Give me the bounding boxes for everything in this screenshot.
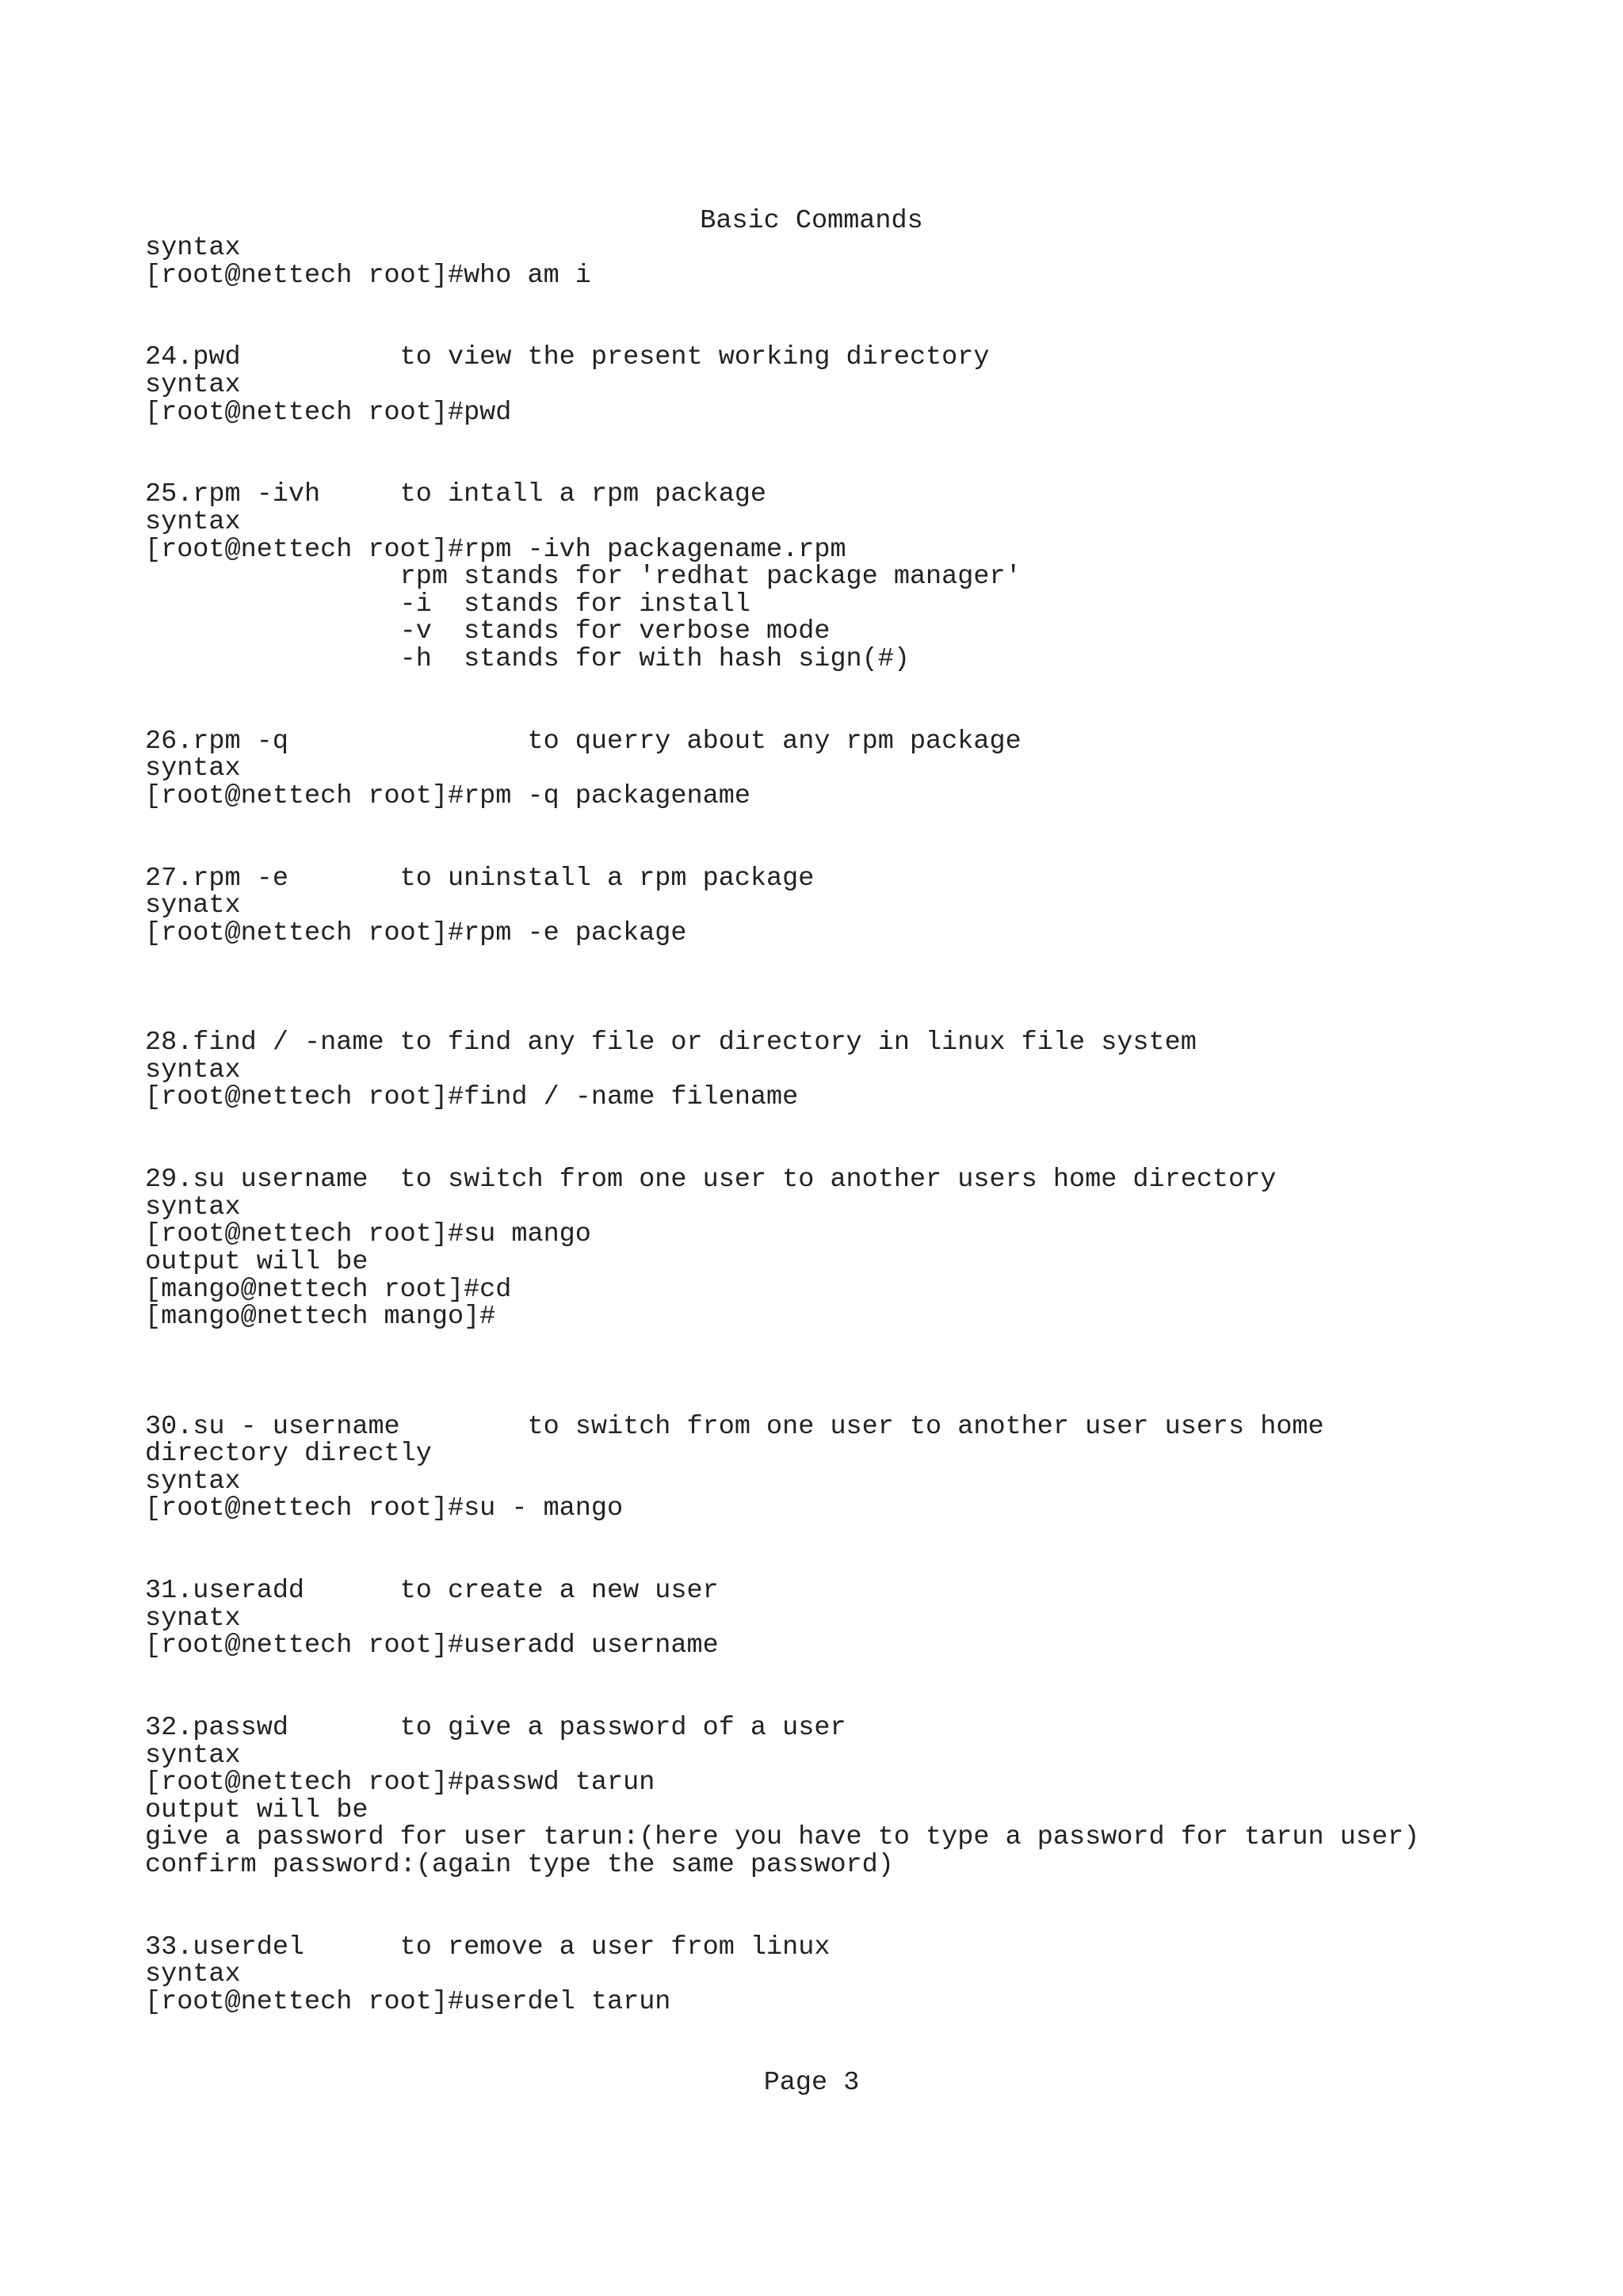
- text-line: [root@nettech root]#useradd username: [145, 1630, 719, 1661]
- text-line: synatx: [145, 891, 241, 921]
- text-line: [145, 1139, 1619, 1167]
- text-line: directory directly: [145, 1439, 432, 1470]
- text-line: [145, 1358, 1619, 1386]
- page-number: Page 3: [763, 2068, 860, 2098]
- text-line: [145, 289, 1619, 317]
- text-line: [145, 1550, 1619, 1578]
- text-line: [145, 837, 1619, 865]
- text-line: [145, 947, 1619, 974]
- text-line: [145, 810, 1619, 837]
- text-line: [root@nettech root]#userdel tarun: [145, 1987, 671, 2017]
- text-line: give a password for user tarun:(here you have to type a password for tarun user): [145, 1822, 1420, 1853]
- text-line: 30.su - username to switch from one user to another user users home: [145, 1411, 1324, 1442]
- text-line: -i stands for install: [145, 589, 750, 620]
- text-line: [145, 974, 1619, 1002]
- text-line: output will be: [145, 1246, 369, 1277]
- text-line: [mango@nettech mango]#: [145, 1302, 496, 1333]
- text-line: [root@nettech root]#su mango: [145, 1219, 591, 1250]
- text-line: syntax: [145, 1959, 241, 1990]
- text-line: 32.passwd to give a password of a user: [145, 1713, 846, 1744]
- text-line: [145, 1386, 1619, 1413]
- text-line: syntax: [145, 753, 241, 784]
- text-line: syntax: [145, 369, 241, 400]
- text-line: -v stands for verbose mode: [145, 616, 831, 647]
- text-line: syntax: [145, 1055, 241, 1085]
- text-line: [145, 426, 1619, 454]
- text-line: [root@nettech root]#rpm -q packagename: [145, 780, 750, 811]
- text-line: syntax: [145, 506, 241, 537]
- document-body: [145, 235, 1619, 2016]
- text-line: [root@nettech root]#find / -name filename: [145, 1082, 799, 1113]
- text-line: 29.su username to switch from one user to another users home directory: [145, 1165, 1277, 1196]
- text-line: syntax: [145, 1740, 241, 1771]
- text-line: [root@nettech root]#rpm -e package: [145, 917, 687, 948]
- text-line: confirm password:(again type the same password): [145, 1850, 894, 1881]
- text-line: syntax: [145, 233, 241, 263]
- text-line: [145, 1879, 1619, 1907]
- text-line: -h stands for with hash sign(#): [145, 643, 910, 674]
- text-line: [root@nettech root]#rpm -ivh packagename.rpm: [145, 534, 846, 565]
- text-line: [mango@nettech root]#cd: [145, 1274, 512, 1305]
- text-line: 26.rpm -q to querry about any rpm package: [145, 726, 1022, 757]
- text-line: [145, 454, 1619, 482]
- text-line: syntax: [145, 1466, 241, 1497]
- text-line: 27.rpm -e to uninstall a rpm package: [145, 863, 815, 894]
- text-line: syntax: [145, 1192, 241, 1222]
- text-line: 31.useradd to create a new user: [145, 1576, 719, 1607]
- text-line: [145, 673, 1619, 701]
- text-line: [root@nettech root]#who am i: [145, 260, 591, 291]
- text-line: [145, 1660, 1619, 1688]
- text-line: [root@nettech root]#pwd: [145, 397, 512, 428]
- text-line: 24.pwd to view the present working directory: [145, 342, 990, 373]
- text-line: output will be: [145, 1794, 369, 1825]
- page-title: Basic Commands: [700, 206, 923, 236]
- text-line: 28.find / -name to find any file or directory in linux file system: [145, 1028, 1197, 1058]
- text-line: [145, 700, 1619, 728]
- text-line: 33.userdel to remove a user from linux: [145, 1932, 831, 1962]
- text-line: [145, 1687, 1619, 1714]
- text-line: [root@nettech root]#su - mango: [145, 1493, 624, 1524]
- text-line: [145, 1112, 1619, 1139]
- text-line: [145, 1331, 1619, 1359]
- text-line: [145, 1523, 1619, 1550]
- text-line: [145, 1906, 1619, 1934]
- text-line: [145, 317, 1619, 345]
- text-line: [145, 1002, 1619, 1030]
- text-line: rpm stands for 'redhat package manager': [145, 562, 1022, 593]
- text-line: [root@nettech root]#passwd tarun: [145, 1768, 655, 1798]
- text-line: 25.rpm -ivh to intall a rpm package: [145, 479, 767, 510]
- text-line: synatx: [145, 1603, 241, 1634]
